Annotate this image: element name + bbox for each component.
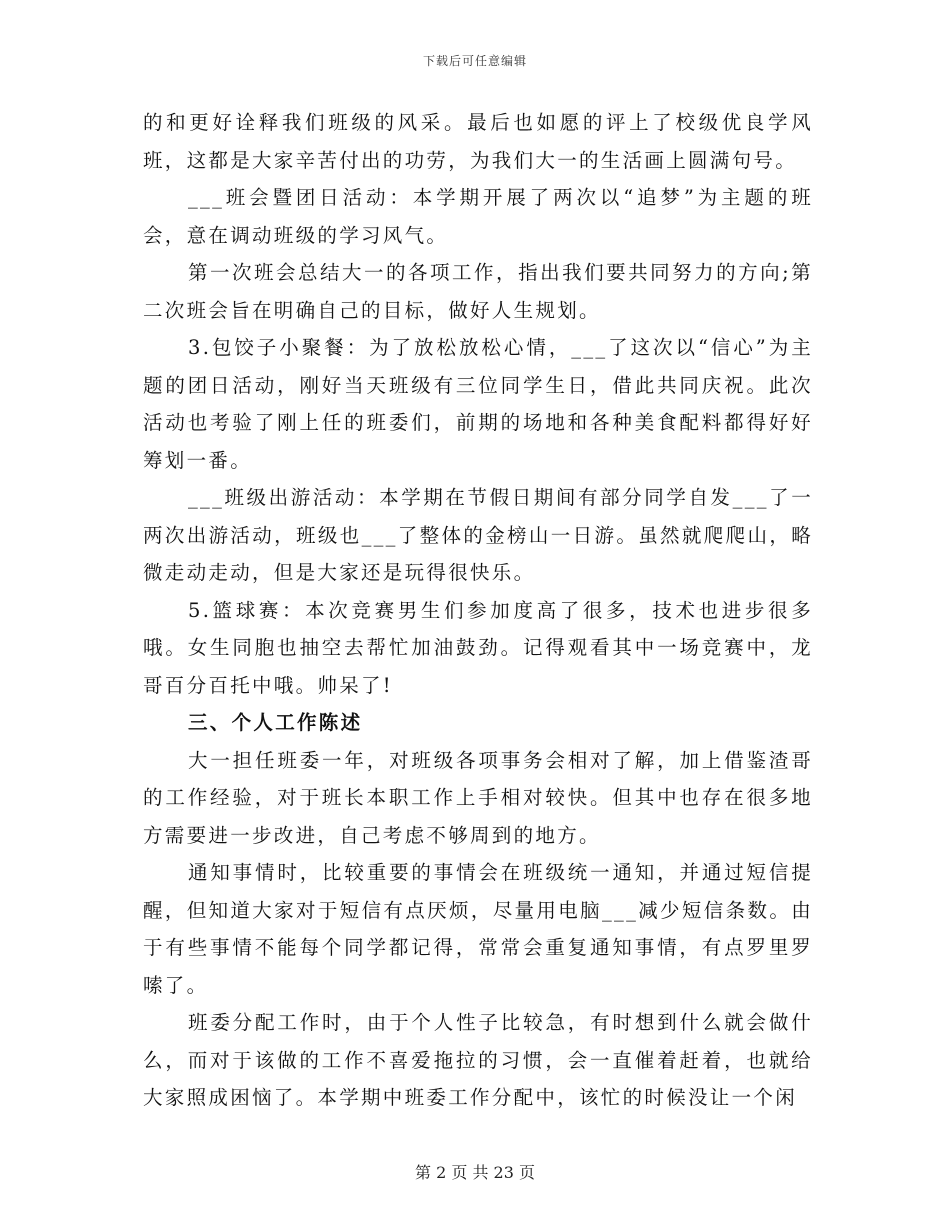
paragraph-continuation: 的和更好诠释我们班级的风采。最后也如愿的评上了校级优良学风班，这都是大家辛苦付出的功劳，为我们大一的生活画上圆满句号。 <box>143 111 813 172</box>
paragraph-class-meeting: ___班会暨团日活动：本学期开展了两次以“追梦”为主题的班会，意在调动班级的学习风气。 <box>143 186 813 247</box>
page-footer: 第 2 页 共 23 页 <box>415 1163 535 1182</box>
page-header: 下载后可任意编辑 <box>422 54 527 68</box>
document-body <box>143 104 813 1117</box>
paragraph-basketball: 5.篮球赛：本次竞赛男生们参加度高了很多，技术也进步很多哦。女生同胞也抽空去帮忙加油鼓劲。记得观看其中一场竞赛中，龙哥百分百托中哦。帅呆了! <box>143 598 813 697</box>
paragraph-dumpling-gathering: 3.包饺子小聚餐：为了放松放松心情，___了这次以“信心”为主题的团日活动，刚好当天班级有三位同学生日，借此共同庆祝。此次活动也考验了刚上任的班委们，前期的场地和各种美食配料都得好好筹划一番。 <box>143 336 813 472</box>
section-heading: 三、个人工作陈述 <box>188 711 363 734</box>
paragraph-class-outing: ___班级出游活动：本学期在节假日期间有部分同学自发___了一两次出游活动，班级也___了整体的金榜山一日游。虽然就爬爬山，略微走动走动，但是大家还是玩得很快乐。 <box>143 486 813 584</box>
paragraph-task-assignment: 班委分配工作时，由于个人性子比较急，有时想到什么就会做什么，而对于该做的工作不喜爱拖拉的习惯，会一直催着赶着，也就给大家照成困恼了。本学期中班委工作分配中，该忙的时候没让一个闲 <box>143 1011 813 1109</box>
paragraph-meeting-details: 第一次班会总结大一的各项工作，指出我们要共同努力的方向;第二次班会旨在明确自己的目标，做好人生规划。 <box>143 261 813 322</box>
paragraph-personal-statement: 大一担任班委一年，对班级各项事务会相对了解，加上借鉴渣哥的工作经验，对于班长本职工作上手相对较快。但其中也存在很多地方需要进一步改进，自己考虑不够周到的地方。 <box>143 748 813 847</box>
paragraph-notifications: 通知事情时，比较重要的事情会在班级统一通知，并通过短信提醒，但知道大家对于短信有点厌烦，尽量用电脑___减少短信条数。由于有些事情不能每个同学都记得，常常会重复通知事情，有点罗里罗嗦了。 <box>143 861 813 997</box>
